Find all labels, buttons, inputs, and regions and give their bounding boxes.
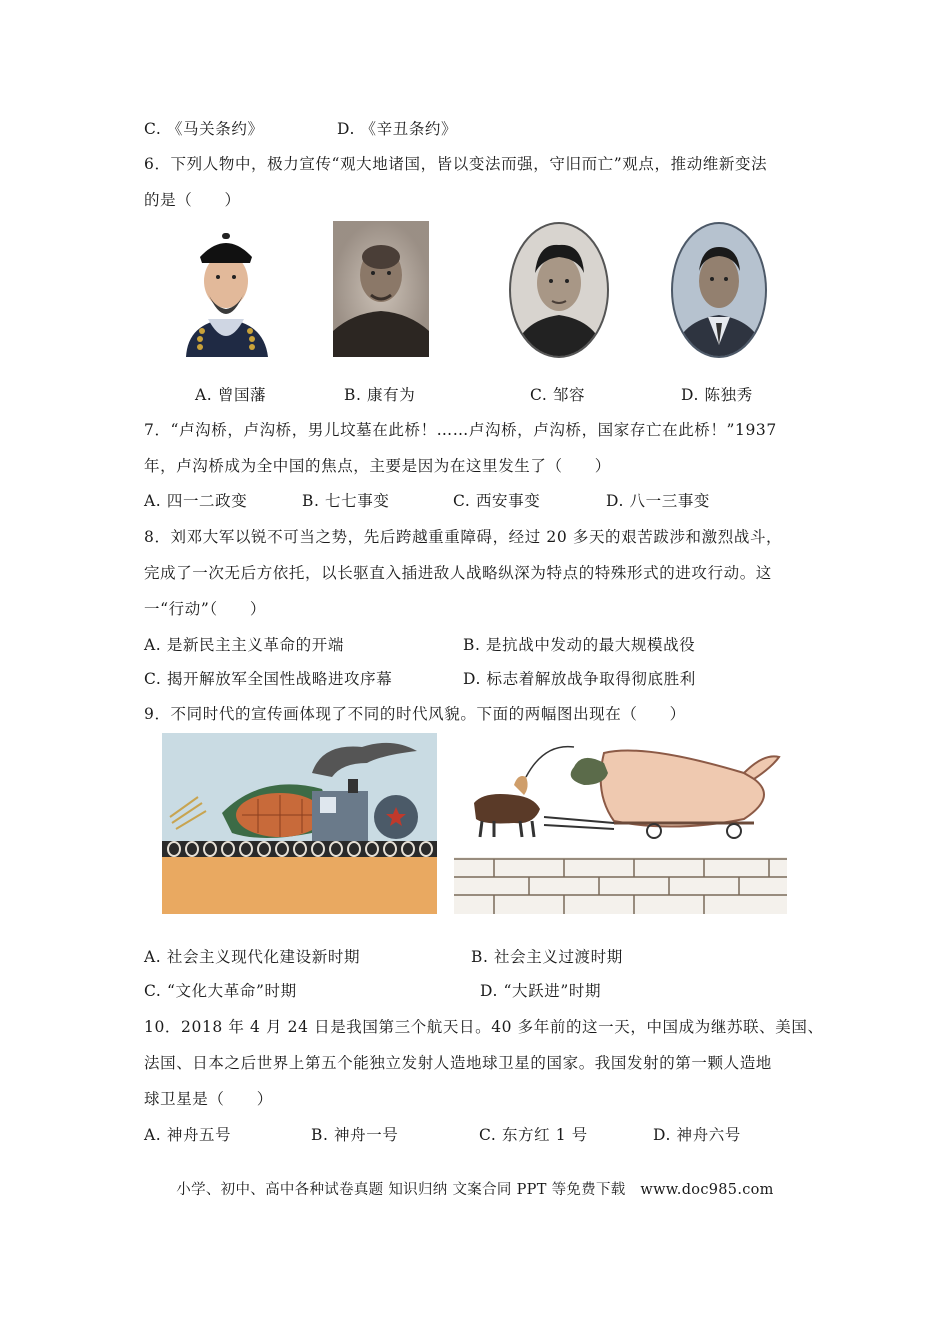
q9-option-b: B. 社会主义过渡时期	[471, 948, 623, 966]
q6-stem-line2: 的是（ ）	[144, 191, 241, 209]
q8-option-a: A. 是新民主主义革命的开端	[144, 636, 344, 654]
q9-option-c: C. “文化大革命”时期	[144, 982, 297, 1000]
q6-stem-line1: 6．下列人物中，极力宣传“观大地诸国，皆以变法而强，守旧而亡”观点，推动维新变法	[144, 155, 768, 173]
page-footer: 小学、初中、高中各种试卷真题 知识归纳 文案合同 PPT 等免费下载 www.doc985.com	[176, 1182, 774, 1198]
q8-stem-line2: 完成了一次无后方依托，以长驱直入插进敌人战略纵深为特点的特殊形式的进攻行动。这	[144, 564, 772, 582]
q8-option-b: B. 是抗战中发动的最大规模战役	[463, 636, 696, 654]
q7-stem-line1: 7．“卢沟桥，卢沟桥，男儿坟墓在此桥！……卢沟桥，卢沟桥，国家存亡在此桥！”1937	[144, 421, 777, 439]
q5-option-c: C. 《马关条约》	[144, 120, 264, 138]
portrait-chen-duxiu	[670, 221, 768, 359]
q6-option-c: C. 邹容	[530, 386, 586, 404]
q6-option-a: A. 曾国藩	[195, 386, 267, 404]
q10-option-d: D. 神舟六号	[653, 1126, 741, 1144]
q8-option-c: C. 揭开解放军全国性战略进攻序幕	[144, 670, 393, 688]
q10-option-a: A. 神舟五号	[144, 1126, 232, 1144]
q10-option-b: B. 神舟一号	[311, 1126, 399, 1144]
q8-stem-line1: 8．刘邓大军以锐不可当之势，先后跨越重重障碍，经过 20 多天的艰苦跋涉和激烈战斗，	[144, 528, 783, 546]
q9-option-a: A. 社会主义现代化建设新时期	[144, 948, 361, 966]
q7-stem-line2: 年，卢沟桥成为全中国的焦点，主要是因为在这里发生了（ ）	[144, 457, 611, 475]
poster-train-corn	[162, 733, 437, 914]
q10-stem-line2: 法国、日本之后世界上第五个能独立发射人造地球卫星的国家。我国发射的第一颗人造地	[144, 1054, 772, 1072]
poster-ox-cart	[454, 733, 787, 914]
q10-stem-line3: 球卫星是（ ）	[144, 1090, 273, 1108]
q8-stem-line3: 一“行动”（ ）	[144, 600, 266, 618]
q9-stem-line1: 9．不同时代的宣传画体现了不同的时代风貌。下面的两幅图出现在（ ）	[144, 705, 686, 723]
q10-stem-line1: 10．2018 年 4 月 24 日是我国第三个航天日。40 多年前的这一天，中国成为继苏联、美国、	[144, 1018, 824, 1036]
q5-option-d: D. 《辛丑条约》	[337, 120, 458, 138]
q6-option-d: D. 陈独秀	[681, 386, 753, 404]
portrait-kang-youwei	[333, 221, 429, 357]
q6-option-b: B. 康有为	[344, 386, 416, 404]
portrait-zeng-guofan	[178, 223, 274, 357]
q7-option-d: D. 八一三事变	[606, 492, 711, 510]
q8-option-d: D. 标志着解放战争取得彻底胜利	[463, 670, 696, 688]
q7-option-c: C. 西安事变	[453, 492, 541, 510]
q7-option-a: A. 四一二政变	[144, 492, 248, 510]
q10-option-c: C. 东方红 1 号	[479, 1126, 588, 1144]
q9-option-d: D. “大跃进”时期	[480, 982, 602, 1000]
portrait-zou-rong	[508, 221, 610, 359]
q7-option-b: B. 七七事变	[302, 492, 390, 510]
